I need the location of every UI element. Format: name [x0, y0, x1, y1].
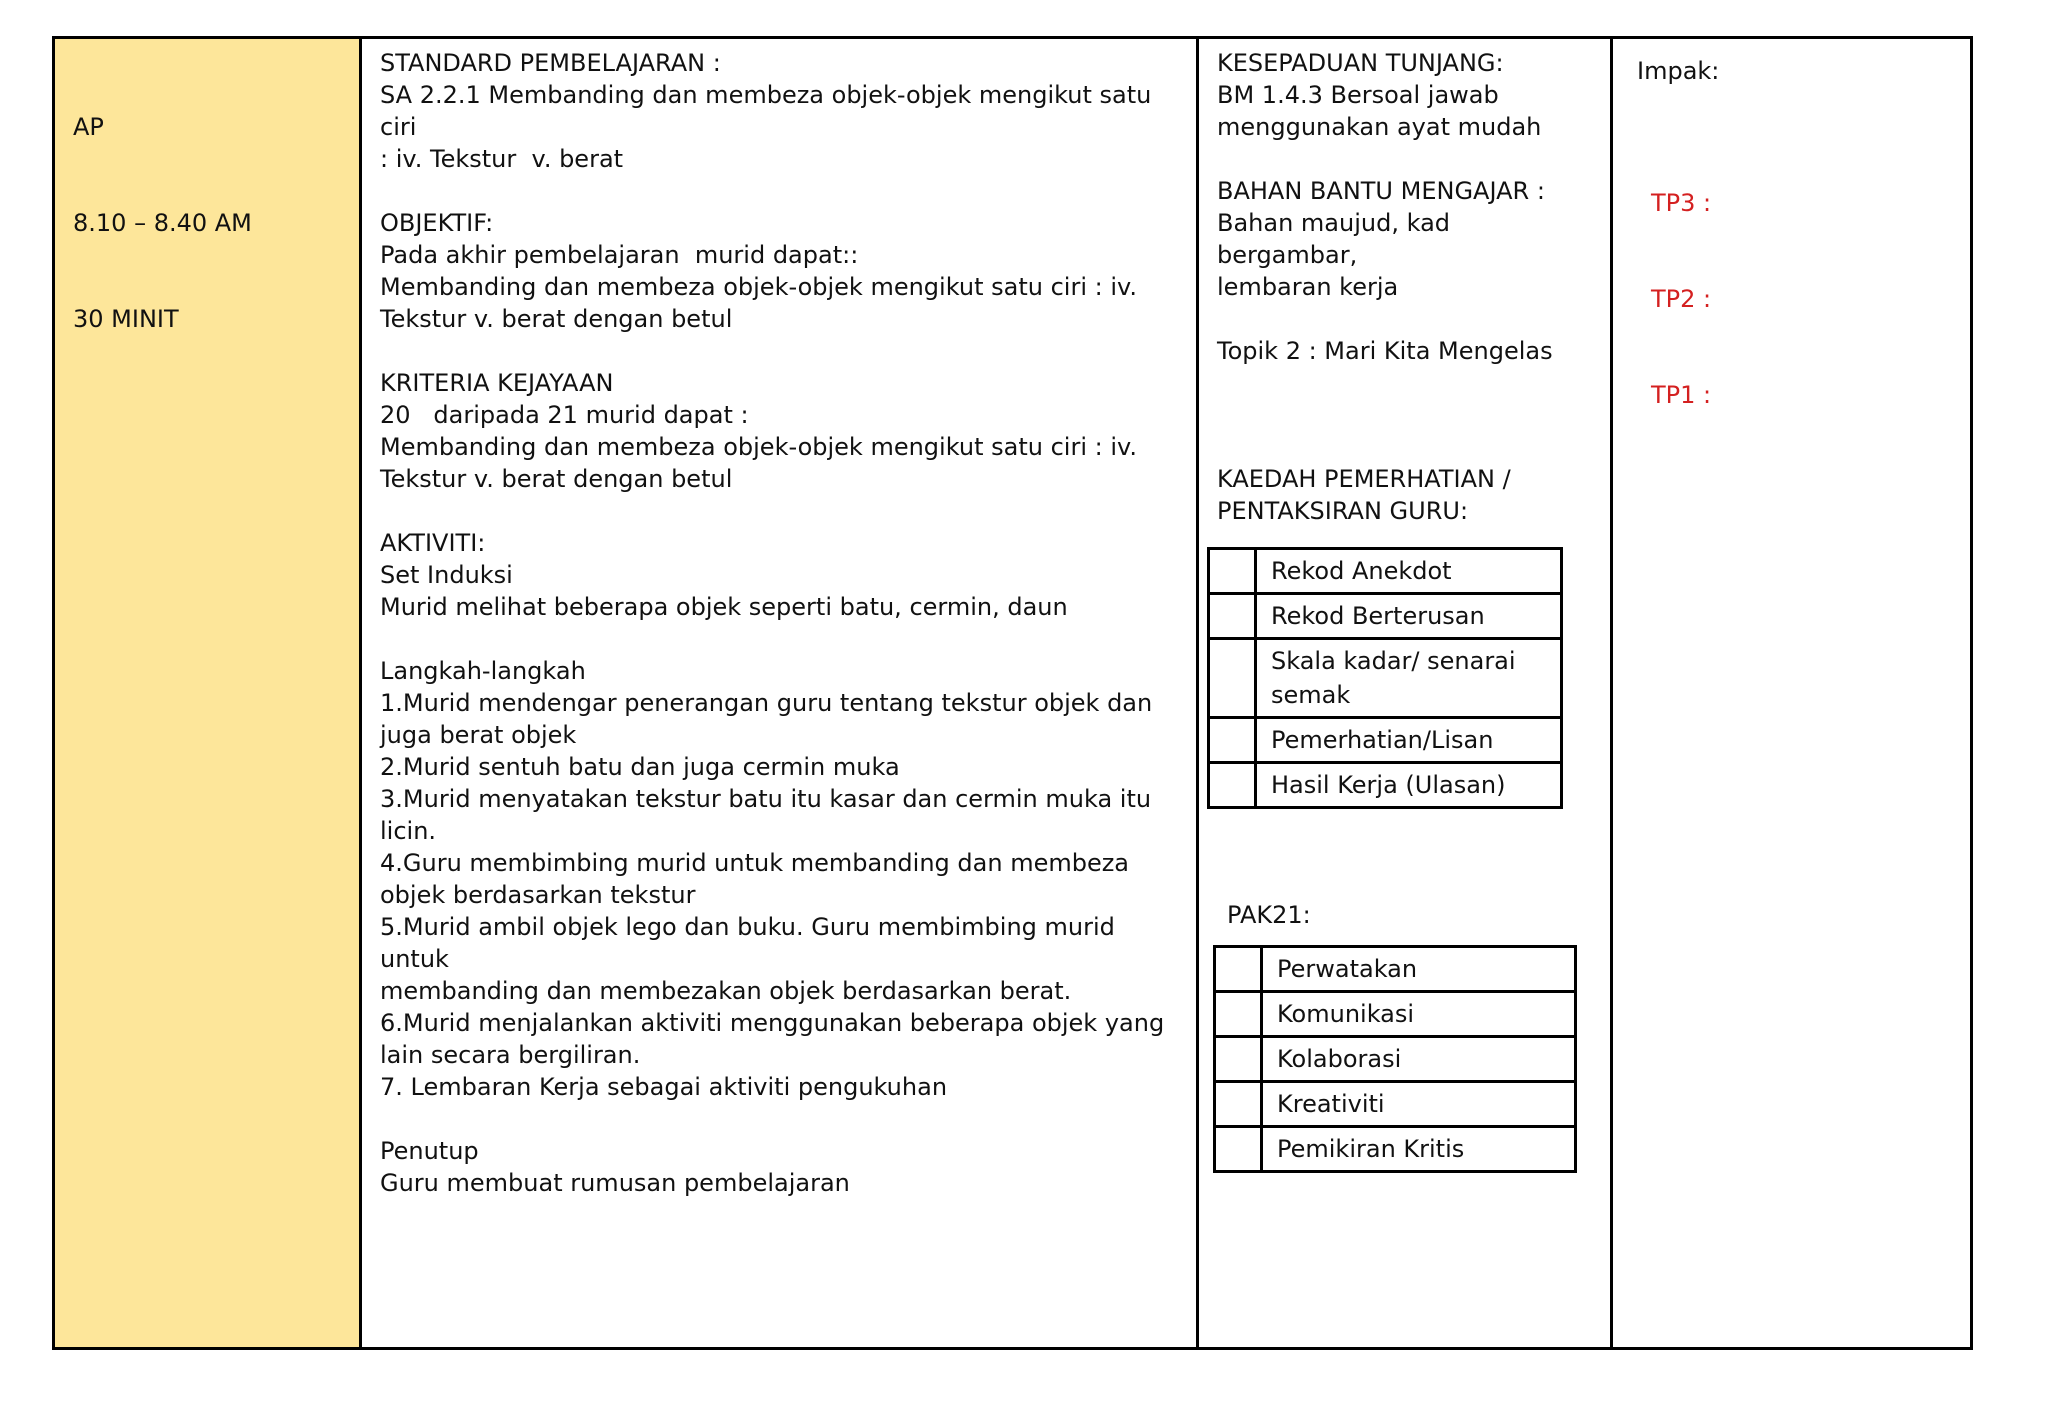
- assessment-checkbox[interactable]: [1209, 549, 1256, 594]
- pak21-checkbox[interactable]: [1215, 1082, 1262, 1127]
- assessment-checkbox[interactable]: [1209, 594, 1256, 639]
- time-range: 8.10 – 8.40 AM: [73, 209, 252, 237]
- assessment-checkbox[interactable]: [1209, 718, 1256, 763]
- tp3-level: TP3 :: [1651, 189, 1712, 217]
- pak21-row: [1215, 947, 1576, 992]
- assessment-row: [1209, 639, 1562, 718]
- pak21-checkbox[interactable]: [1215, 1037, 1262, 1082]
- assessment-table: [1207, 547, 1563, 809]
- impact-cell: [1613, 36, 1973, 1350]
- assessment-label: Rekod Anekdot: [1256, 549, 1562, 594]
- assessment-label: Pemerhatian/Lisan: [1256, 718, 1562, 763]
- assessment-row: [1209, 718, 1562, 763]
- pak21-row: [1215, 1037, 1576, 1082]
- integration-cell: [1199, 36, 1613, 1350]
- pak21-checkbox[interactable]: [1215, 992, 1262, 1037]
- impact-label: Impak:: [1637, 57, 1720, 85]
- pak21-label: Komunikasi: [1262, 992, 1576, 1037]
- duration: 30 MINIT: [73, 305, 179, 333]
- pak21-row: [1215, 992, 1576, 1037]
- pak21-row: [1215, 1127, 1576, 1172]
- subject-code: AP: [73, 113, 104, 141]
- assessment-row: [1209, 763, 1562, 808]
- pak21-label: Kreativiti: [1262, 1082, 1576, 1127]
- assessment-row: [1209, 594, 1562, 639]
- pak21-checkbox[interactable]: [1215, 947, 1262, 992]
- assessment-title: KAEDAH PEMERHATIAN / PENTAKSIRAN GURU:: [1217, 465, 1511, 525]
- pak21-label: Pemikiran Kritis: [1262, 1127, 1576, 1172]
- assessment-label: Skala kadar/ senarai semak: [1256, 639, 1562, 718]
- time-cell: [52, 36, 362, 1350]
- pak21-label: Perwatakan: [1262, 947, 1576, 992]
- pak21-label: Kolaborasi: [1262, 1037, 1576, 1082]
- pak21-row: [1215, 1082, 1576, 1127]
- time-info: [73, 47, 252, 399]
- pak21-title: PAK21:: [1227, 901, 1311, 929]
- integration-text: KESEPADUAN TUNJANG: BM 1.4.3 Bersoal jawab menggunakan ayat mudah BAHAN BANTU MENGAJAR : Bahan maujud, kad bergambar, lembaran kerja Topik 2 : Mari Kita Mengelas: [1217, 49, 1553, 365]
- tp2-level: TP2 :: [1651, 285, 1712, 313]
- tp1-level: TP1 :: [1651, 381, 1712, 409]
- lesson-content-text: STANDARD PEMBELAJARAN : SA 2.2.1 Membanding dan membeza objek-objek mengikut satu ciri : iv. Tekstur v. berat OBJEKTIF: Pada akhir pembelajaran murid dapat:: Membanding dan membeza objek-objek mengikut satu ciri : iv. Tekstur v. berat dengan betul KRITERIA KEJAYAAN 20 daripada 21 murid dapat : Membanding dan membeza objek-objek mengikut satu ciri : iv. Tekstur v. berat dengan betul AKTIVITI: Set Induksi Murid melihat beberapa objek seperti batu, cermin, daun Langkah-langkah 1.Murid mendengar penerangan guru tentang tekstur objek dan juga berat objek 2.Murid sentuh batu dan juga cermin muka 3.Murid menyatakan tekstur batu itu kasar dan cermin muka itu licin. 4.Guru membimbing murid untuk membanding dan membeza objek berdasarkan tekstur 5.Murid ambil objek lego dan buku. Guru membimbing murid untuk membanding dan membezakan objek berdasarkan berat. 6.Murid menjalankan aktiviti menggunakan beberapa objek yang lain secara bergiliran. 7. Lembaran Kerja sebagai aktiviti pengukuhan Penutup Guru membuat rumusan pembelajaran: [380, 49, 1165, 1197]
- assessment-label: Rekod Berterusan: [1256, 594, 1562, 639]
- assessment-checkbox[interactable]: [1209, 639, 1256, 718]
- lesson-content-cell: [362, 36, 1199, 1350]
- tp-levels: [1651, 123, 1711, 475]
- pak21-table: [1213, 945, 1577, 1173]
- assessment-label: Hasil Kerja (Ulasan): [1256, 763, 1562, 808]
- pak21-checkbox[interactable]: [1215, 1127, 1262, 1172]
- assessment-checkbox[interactable]: [1209, 763, 1256, 808]
- assessment-row: [1209, 549, 1562, 594]
